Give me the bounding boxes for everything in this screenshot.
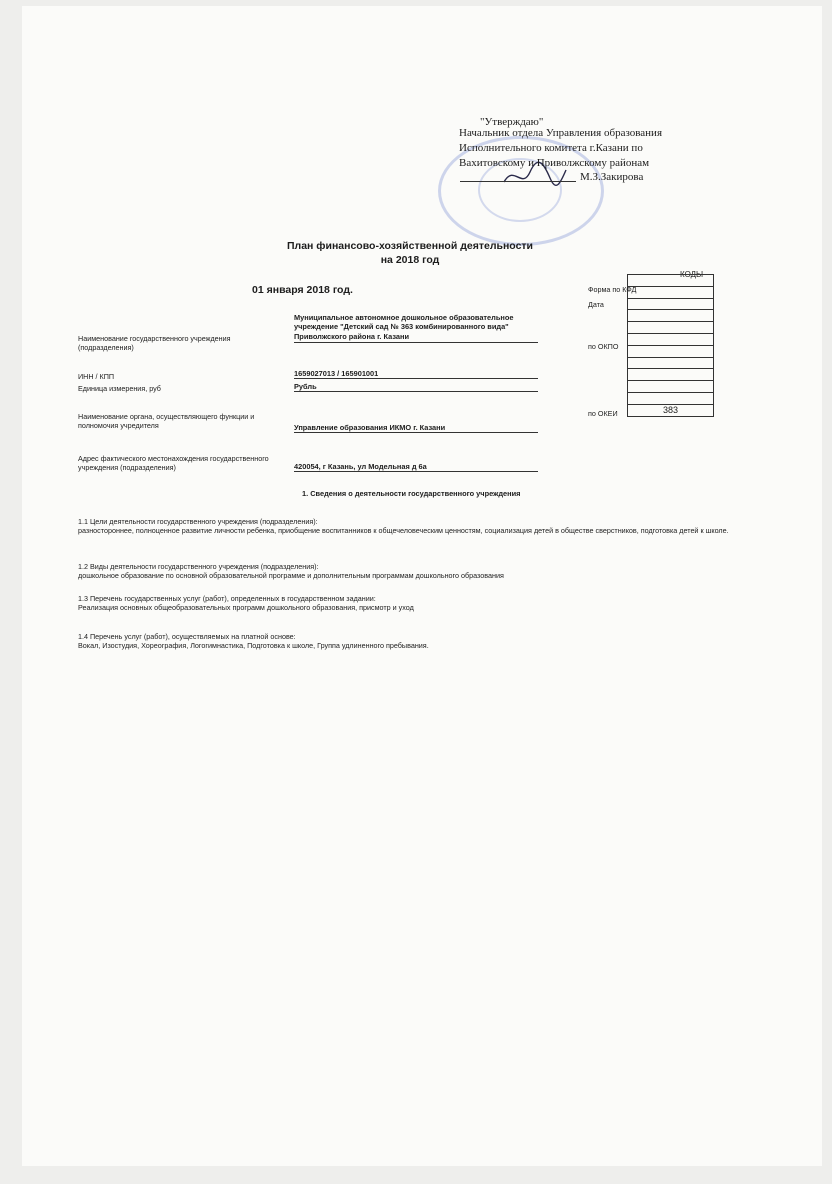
signature-line	[460, 181, 576, 182]
codes-header: КОДЫ	[680, 270, 704, 279]
activities-text: дошкольное образование по основной образовательной программе и дополнительным программам дошкольного образования	[78, 571, 504, 580]
date-label: Дата	[588, 300, 604, 309]
approval-line-1: Начальник отдела Управления образования	[459, 127, 663, 139]
approval-line-2: Исполнительного комитета г.Казани по	[459, 142, 643, 154]
state-services-heading: 1.3 Перечень государственных услуг (работ), определенных в государственном задании:	[78, 594, 376, 603]
okpo-label: по ОКПО	[588, 342, 619, 351]
form-kfd-label: Форма по КФД	[588, 285, 637, 294]
unit-label: Единица измерения, руб	[78, 384, 161, 393]
plan-year: на 2018 год	[380, 254, 440, 266]
state-services-text: Реализация основных общеобразовательных программ дошкольного образования, присмотр и уход	[78, 603, 414, 612]
institution-label: Наименование государственного учреждения (подразделения)	[78, 334, 231, 352]
activities-heading: 1.2 Виды деятельности государственного учреждения (подразделения):	[78, 562, 319, 571]
okei-label: по ОКЕИ	[588, 409, 618, 418]
goals-heading: 1.1 Цели деятельности государственного учреждения (подразделения):	[78, 517, 318, 526]
approval-signer: М.З.Закирова	[580, 171, 644, 183]
section-title: 1. Сведения о деятельности государственного учреждения	[302, 489, 521, 498]
founder-value: Управление образования ИКМО г. Казани	[294, 423, 538, 433]
plan-title: План финансово-хозяйственной деятельности	[286, 240, 534, 252]
unit-value: Рубль	[294, 382, 538, 392]
approval-heading: "Утверждаю"	[480, 116, 544, 128]
institution-value: Муниципальное автономное дошкольное образовательное учреждение "Детский сад № 363 комбинированного вида" Приволжского района г. Казани	[294, 313, 538, 343]
approval-line-3: Вахитовскому и Приволжскому районам	[459, 157, 650, 169]
codes-table	[627, 274, 714, 417]
founder-label: Наименование органа, осуществляющего функции и полномочия учредителя	[78, 412, 255, 430]
document-page	[22, 6, 822, 1166]
okei-code-value: 383	[628, 404, 714, 416]
inn-label: ИНН / КПП	[78, 372, 115, 381]
address-value: 420054, г Казань, ул Модельная д 6а	[294, 462, 538, 472]
paid-services-text: Вокал, Изостудия, Хореография, Логогимнастика, Подготовка к школе, Группа удлиненного пребывания.	[78, 641, 429, 650]
plan-date: 01 января 2018 год.	[252, 284, 353, 296]
paid-services-heading: 1.4 Перечень услуг (работ), осуществляемых на платной основе:	[78, 632, 296, 641]
address-label: Адрес фактического местонахождения государственного учреждения (подразделения)	[78, 454, 269, 472]
inn-value: 1659027013 / 165901001	[294, 369, 538, 379]
goals-text: разностороннее, полноценное развитие личности ребенка, приобщение воспитанников к общечеловеческим ценностям, социализация детей в обществе сверстников, подготовка детей к школе.	[78, 526, 729, 535]
